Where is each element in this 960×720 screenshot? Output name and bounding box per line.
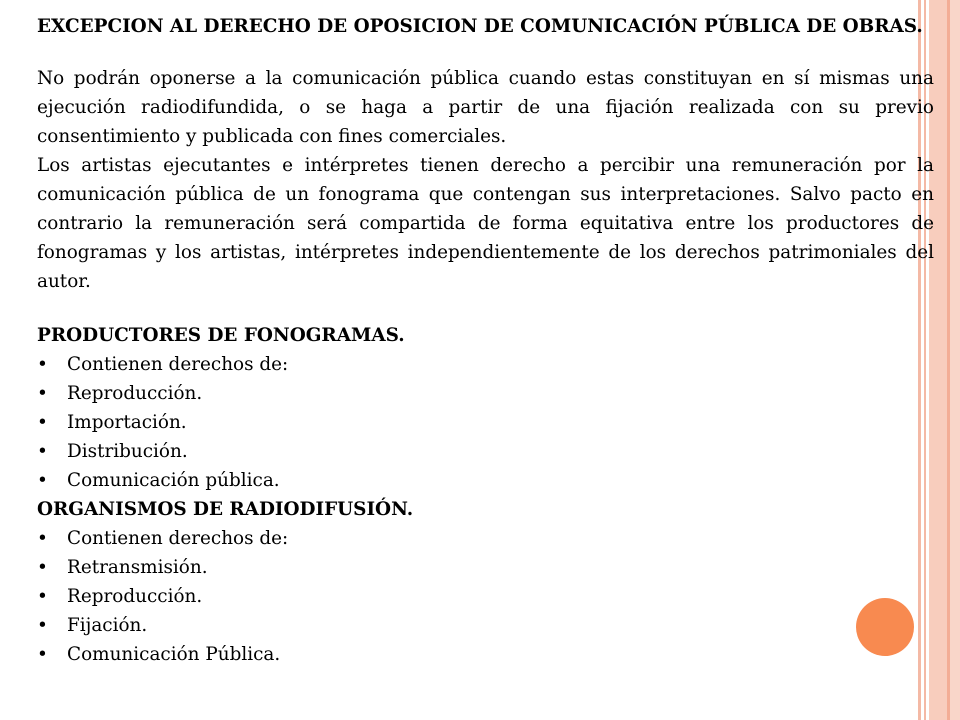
section-heading-productores: PRODUCTORES DE FONOGRAMAS. [37,325,405,346]
bullet-icon: • [37,644,48,665]
list-item-text: Contienen derechos de: [67,528,289,549]
list-item [37,437,934,466]
list-item-text: Reproducción. [67,586,203,607]
bullet-list-productores [37,350,934,495]
bullet-icon: • [37,470,48,491]
list-item [37,524,934,553]
list-item [37,350,934,379]
bullet-icon: • [37,412,48,433]
bullet-icon: • [37,528,48,549]
list-item [37,553,934,582]
list-item [37,379,934,408]
bullet-icon: • [37,354,48,375]
list-item [37,466,934,495]
bullet-icon: • [37,586,48,607]
bullet-list-organismos [37,524,934,669]
paragraph: Los artistas ejecutantes e intérpretes tienen derecho a percibir una remuneración por la comunicación pública de un fonograma que contengan sus interpretaciones. Salvo pacto en contrario la remuneración será compartida de forma equitativa entre los productores de fonogramas y los artistas, intérpretes independientemente de los derechos patrimoniales del autor. [37,155,934,292]
bullet-icon: • [37,383,48,404]
paragraph: No podrán oponerse a la comunicación pública cuando estas constituyan en sí mismas una ejecución radiodifundida, o se haga a partir de una fijación realizada con su previo consentimiento y publicada con fines comerciales. [37,68,934,147]
spacer [37,39,934,64]
list-item-text: Fijación. [67,615,148,636]
list-item-text: Retransmisión. [67,557,208,578]
bullet-icon: • [37,557,48,578]
list-item-text: Reproducción. [67,383,203,404]
bullet-icon: • [37,441,48,462]
list-item-text: Importación. [67,412,187,433]
section-heading-organismos: ORGANISMOS DE RADIODIFUSIÓN. [37,499,414,520]
list-item-text: Contienen derechos de: [67,354,289,375]
decorative-band [950,0,960,720]
list-item [37,611,934,640]
spacer [37,296,934,321]
slide-content [37,14,934,669]
bullet-icon: • [37,615,48,636]
list-item [37,640,934,669]
list-item-text: Distribución. [67,441,188,462]
list-item-text: Comunicación pública. [67,470,280,491]
list-item [37,408,934,437]
list-item [37,582,934,611]
list-item-text: Comunicación Pública. [67,644,281,665]
section-title: EXCEPCION AL DERECHO DE OPOSICION DE COMUNICACIÓN PÚBLICA DE OBRAS. [37,16,923,37]
